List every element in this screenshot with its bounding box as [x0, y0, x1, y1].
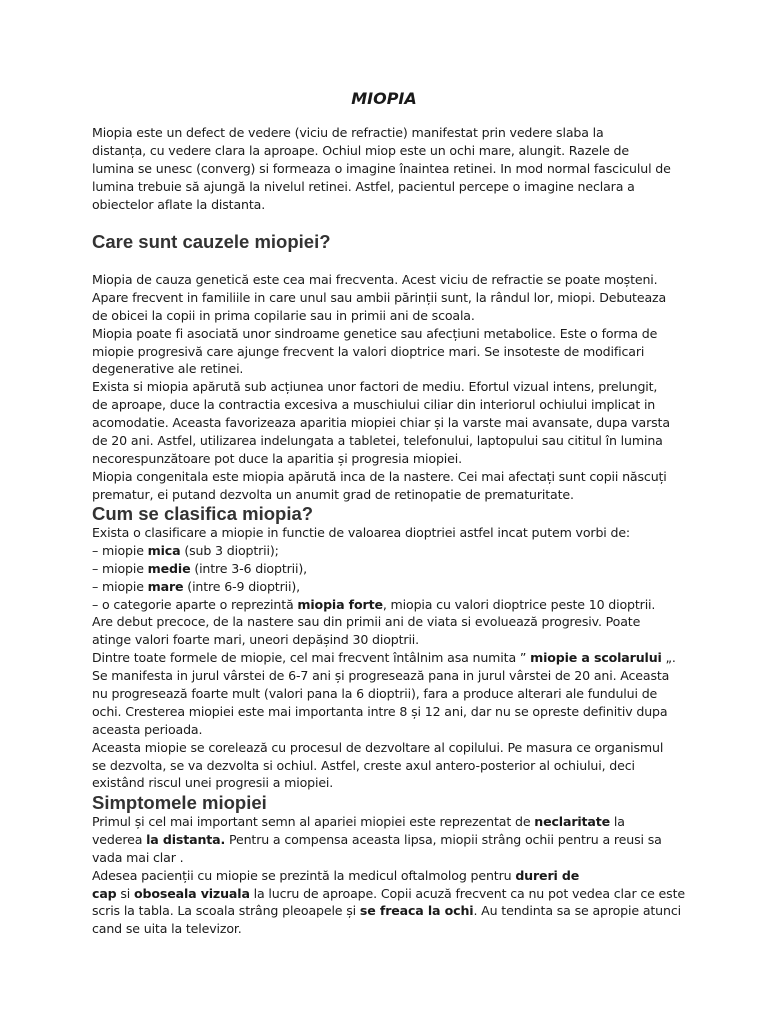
- text-line: Miopia de cauza genetică este cea mai frecventa. Acest viciu de refractie se poate moșteni.: [92, 272, 658, 287]
- text-line: existând riscul unei progresii a miopiei.: [92, 775, 334, 791]
- text-line: Adesea pacienții cu miopie se prezintă la medicul oftalmolog pentru dureri de: [92, 867, 580, 883]
- text-line: Exista o clasificare a miopie in functie de valoarea dioptriei astfel incat putem vorbi de:: [92, 525, 631, 540]
- text-line: atinge valori foarte mari, uneori depășind 30 dioptrii.: [92, 632, 420, 648]
- emphasis-text: mare: [147, 578, 184, 594]
- intro-paragraph: [92, 124, 712, 213]
- text-line: cand se uita la televizor.: [92, 921, 242, 937]
- text-line: obiectelor aflate la distanta.: [92, 196, 266, 212]
- text-line: – miopie medie (intre 3-6 dioptrii),: [92, 560, 307, 576]
- text-line: vada mai clar .: [92, 849, 184, 865]
- section-body-cauze: [92, 271, 712, 504]
- text-line: Exista si miopia apărută sub acțiunea unor factori de mediu. Efortul vizual intens, prelungit,: [92, 379, 658, 395]
- text-line: scris la tabla. La scoala strâng pleoapele și se freaca la ochi. Au tendinta sa se apropie atunci: [92, 903, 681, 919]
- emphasis-text: mica: [147, 542, 181, 558]
- text-line: lumina trebuie să ajungă la nivelul retinei. Astfel, pacientul percepe o imagine neclara a: [92, 178, 635, 194]
- section-heading-simptome: Simptomele miopiei: [92, 792, 267, 813]
- document-title: MIOPIA: [351, 89, 417, 108]
- section-heading-clasificare: Cum se clasifica miopia?: [92, 503, 314, 524]
- text-line: vederea la distanta. Pentru a compensa aceasta lipsa, miopii strâng ochii pentru a reusi sa: [92, 831, 662, 847]
- text-line: degenerative ale retinei.: [92, 361, 244, 377]
- text-line: se dezvolta, se va dezvolta si ochiul. Astfel, creste axul antero-posterior al ochiului, deci: [92, 757, 635, 773]
- text-line: – o categorie aparte o reprezintă miopia forte, miopia cu valori dioptrice peste 10 dioptrii.: [92, 596, 656, 612]
- emphasis-text: cap: [92, 885, 117, 901]
- text-line: Apare frecvent in familiile in care unul sau ambii părinții sunt, la rândul lor, miopi. Debuteaza: [92, 289, 667, 305]
- emphasis-text: neclaritate: [534, 814, 611, 829]
- section-body-simptome: [92, 813, 712, 938]
- text-line: prematur, ei putand dezvolta un anumit grad de retinopatie de prematuritate.: [92, 486, 574, 502]
- text-line: Are debut precoce, de la nastere sau din primii ani de viata si evoluează progresiv. Poate: [92, 614, 641, 630]
- text-line: Miopia poate fi asociată unor sindroame genetice sau afecțiuni metabolice. Este o forma de: [92, 325, 658, 341]
- emphasis-text: la distanta.: [146, 831, 226, 847]
- text-line: – miopie mica (sub 3 dioptrii);: [92, 542, 279, 558]
- emphasis-text: se freaca la ochi: [359, 903, 474, 919]
- section-body-clasificare: [92, 524, 712, 792]
- text-line: Miopia congenitala este miopia apărută inca de la nastere. Cei mai afectați sunt copii născuți: [92, 468, 667, 484]
- text-line: Aceasta miopie se corelează cu procesul de dezvoltare al copilului. Pe masura ce organismul: [92, 739, 664, 755]
- emphasis-text: dureri de: [515, 867, 580, 883]
- text-line: nu progresează foarte mult (valori pana la 6 dioptrii), fara a produce alterari ale fundului de: [92, 686, 658, 702]
- emphasis-text: medie: [147, 560, 191, 576]
- emphasis-text: oboseala vizuala: [134, 885, 250, 901]
- text-line: acomodatie. Aceasta favorizeaza aparitia miopiei chiar și la varste mai avansate, dupa varsta: [92, 415, 670, 431]
- section-heading-cauze: Care sunt cauzele miopiei?: [92, 231, 331, 252]
- text-line: Primul și cel mai important semn al apariei miopiei este reprezentat de neclaritate la: [92, 814, 625, 829]
- text-line: aceasta perioada.: [92, 721, 203, 737]
- emphasis-text: miopia forte: [297, 596, 383, 612]
- text-line: Miopia este un defect de vedere (viciu de refractie) manifestat prin vedere slaba la: [92, 125, 604, 140]
- text-line: necorespunzătoare pot duce la aparitia și progresia miopiei.: [92, 450, 462, 466]
- text-line: de obicei la copii in prima copilarie sau in primii ani de scoala.: [92, 307, 475, 323]
- text-line: miopie progresivă care ajunge frecvent la valori dioptrice mari. Se insoteste de modificari: [92, 343, 645, 359]
- text-line: Dintre toate formele de miopie, cel mai frecvent întâlnim asa numita ” miopie a scolarului „.: [92, 650, 676, 666]
- text-line: lumina se unesc (converg) si formeaza o imagine înaintea retinei. In mod normal fasciculul de: [92, 160, 671, 176]
- text-line: distanța, cu vedere clara la aproape. Ochiul miop este un ochi mare, alungit. Razele de: [92, 142, 629, 158]
- text-line: – miopie mare (intre 6-9 dioptrii),: [92, 578, 300, 594]
- text-line: de 20 ani. Astfel, utilizarea indelungata a tabletei, telefonului, laptopului sau cititul în lumina: [92, 433, 663, 449]
- emphasis-text: miopie a scolarului: [530, 650, 662, 666]
- text-line: ochi. Cresterea miopiei este mai importanta intre 8 și 12 ani, dar nu se opreste definitiv dupa: [92, 703, 668, 719]
- text-line: cap si oboseala vizuala la lucru de aproape. Copii acuză frecvent ca nu pot vedea clar ce este: [92, 885, 685, 901]
- text-line: de aproape, duce la contractia excesiva a muschiului ciliar din interiorul ochiului implicat in: [92, 397, 656, 413]
- text-line: Se manifesta in jurul vârstei de 6-7 ani și progresează pana in jurul vârstei de 20 ani. Aceasta: [92, 668, 670, 684]
